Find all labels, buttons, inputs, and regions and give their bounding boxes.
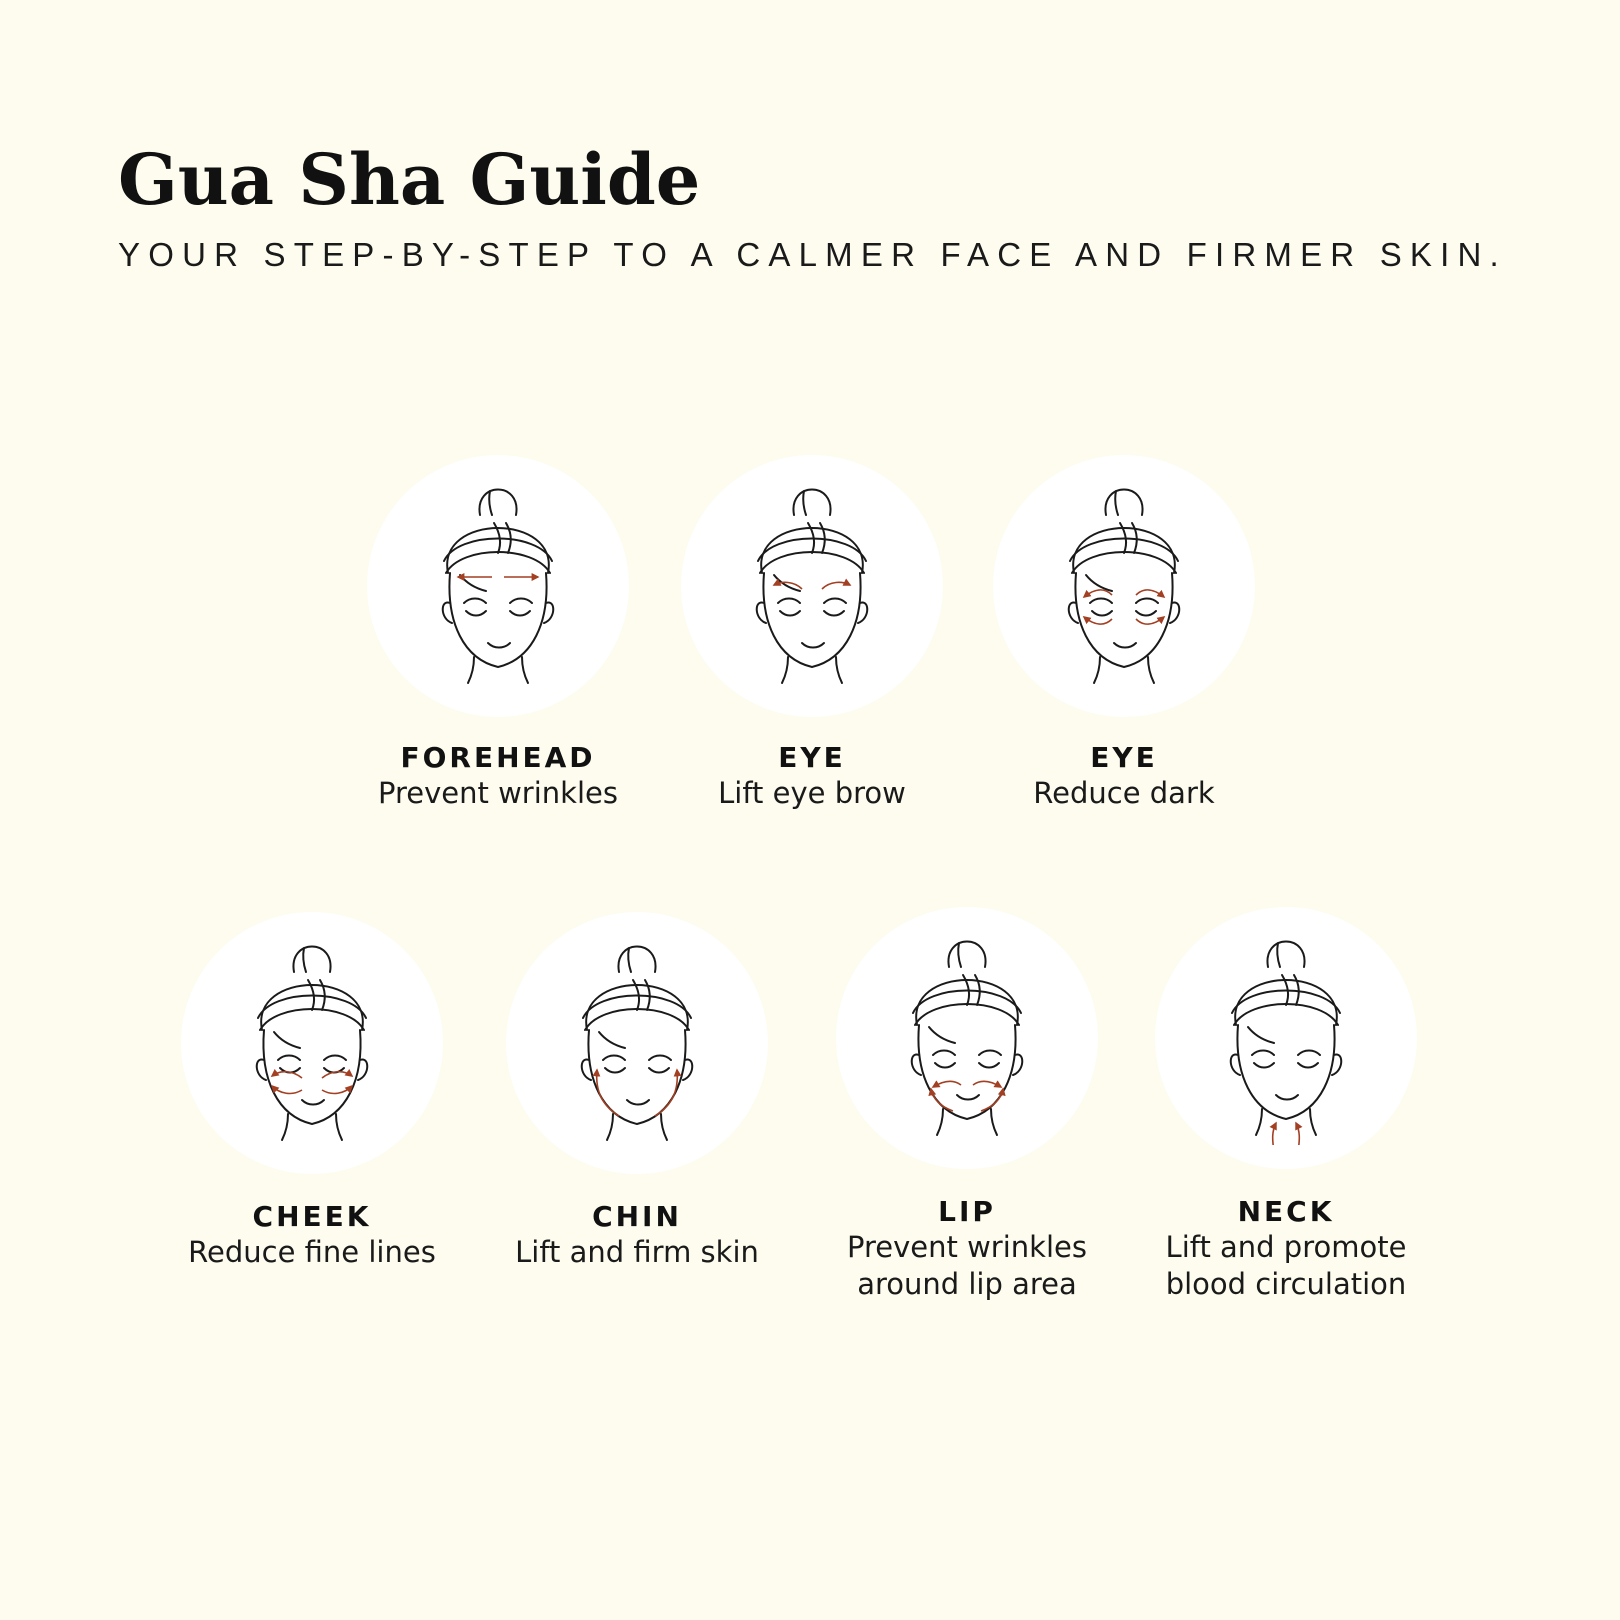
step-title: EYE (778, 741, 846, 774)
step-description: Prevent wrinkles around lip area (847, 1230, 1087, 1301)
step-description: Lift and promote blood circulation (1165, 1230, 1407, 1301)
step-card-forehead (338, 455, 658, 835)
step-card-chin (477, 912, 797, 1292)
face-eye-brow-icon (742, 473, 882, 693)
step-card-neck (1126, 907, 1446, 1307)
step-title: LIP (938, 1195, 996, 1228)
step-description: Prevent wrinkles (378, 776, 618, 810)
step-card-lip (807, 907, 1127, 1307)
page-title: Gua Sha Guide (118, 138, 701, 221)
step-card-cheek (152, 912, 472, 1292)
face-lip-icon (897, 925, 1037, 1145)
face-neck-icon (1216, 925, 1356, 1145)
step-title: NECK (1237, 1195, 1335, 1228)
face-eye-dark-icon (1054, 473, 1194, 693)
step-card-eye-brow (652, 455, 972, 835)
step-title: CHIN (592, 1200, 682, 1233)
step-description: Reduce fine lines (188, 1235, 436, 1269)
face-cheek-icon (242, 930, 382, 1150)
step-description: Reduce dark (1033, 776, 1215, 810)
step-title: EYE (1090, 741, 1158, 774)
step-card-eye-dark (964, 455, 1284, 835)
face-chin-icon (567, 930, 707, 1150)
step-description: Lift eye brow (718, 776, 906, 810)
page-subtitle: YOUR STEP-BY-STEP TO A CALMER FACE AND FIRMER SKIN. (118, 236, 1507, 273)
face-forehead-icon (428, 473, 568, 693)
step-description: Lift and firm skin (515, 1235, 759, 1269)
step-title: CHEEK (252, 1200, 372, 1233)
step-title: FOREHEAD (400, 741, 596, 774)
